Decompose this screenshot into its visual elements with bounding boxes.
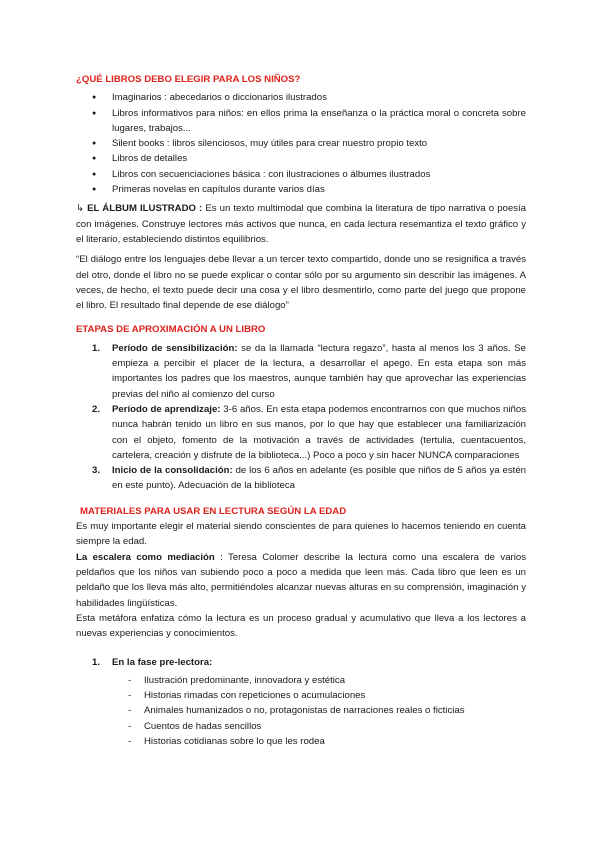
materials-intro: Es muy importante elegir el material siendo conscientes de para quienes lo hacemos teniendo en cuenta siempre la edad. [76,521,526,548]
list-item [92,655,526,670]
heading-materiales: MATERIALES PARA USAR EN LECTURA SEGÚN LA EDAD [80,505,347,517]
list-item: - Cuentos de hadas sencillos [144,719,526,734]
document-content [76,72,526,749]
list-item: - Animales humanizados o no, protagonistas de narraciones reales o ficticias [144,703,526,718]
quote-paragraph: “El diálogo entre los lenguajes debe llevar a un tercer texto compartido, donde uno se resignifica a través del otro, donde el libro no se puede explicar o contar sólo por su argumento sin describir las imágenes. A veces, de hecho, el texto puede decir una cosa y el libro desmentirlo, como parte del juego que propone el libro. El resultado final depende de ese diálogo” [76,254,526,312]
escalera-label: La escalera como mediación [76,551,215,563]
list-item: - Historias rimadas con repeticiones o acumulaciones [144,688,526,703]
list-item: - Historias cotidianas sobre lo que les rodea [144,734,526,749]
stage-text: de los 6 años en adelante (es posible que niños de 5 años ya estén en este punto). Adecuación de la biblioteca [112,465,526,492]
list-item: ● Silent books : libros silenciosos, muy útiles para crear nuestro propio texto [112,136,526,151]
stage-label: Período de aprendizaje: [112,403,221,415]
escalera-text: : Teresa Colomer describe la lectura como una escalera de varios peldaños que los niños van subiendo poco a poco a medida que leen más. Cada libro que leen es un peldaño que los lleva más alto, permitiéndoles alcanzar nuevas alturas en su comprensión, imaginación y habilidades lingüísticas. [76,551,526,609]
stage-number: 2. [92,403,101,415]
phase-items-list [76,673,526,749]
list-item [92,341,526,402]
list-item: ● Libros informativos para niños: en ellos prima la enseñanza o la práctica moral o concreta sobre lugares, trabajos... [112,106,526,137]
stages-list [76,341,526,494]
stage-label: Inicio de la consolidación: [112,465,233,477]
heading-libros: ¿QUÉ LIBROS DEBO ELEGIR PARA LOS NIÑOS? [76,74,301,85]
arrow-icon: ↳ [76,203,85,215]
album-paragraph [76,201,526,247]
stage-text: 3-6 años. En esta etapa podemos encontrarnos con que muchos niños nunca habrán tenido un libro en sus manos, por lo que hay que establecer una familiarización con el objeto, fomento de la motivación a través de actividades (tertulia, cuentacuentos, cartelera, creación y disfrute de la biblioteca...) Poco a poco y sin hacer NUNCA comparaciones [112,403,526,461]
stage-label: Período de sensibilización: [112,342,238,354]
phase-number: 1. [92,657,101,669]
stage-text: se da la llamada “lectura regazo”, hasta al menos los 3 años. Se empieza a percibir el placer de la lectura, a desarrollar el apego. En esta etapa son más importantes los padres que los maestros, aunque también hay que aprovechar las experiencias previas del niño al comienzo del curso [112,342,526,400]
metafora-paragraph: Esta metáfora enfatiza cómo la lectura es un proceso gradual y acumulativo que lleva a los lectores a nuevas experiencias y conocimientos. [76,612,526,640]
list-item: ● Imaginarios : abecedarios o diccionarios ilustrados [112,90,526,105]
phase-list [76,655,526,670]
list-item [92,402,526,463]
stage-number: 1. [92,342,101,354]
list-item: ● Libros de detalles [112,151,526,166]
list-item: - Ilustración predominante, innovadora y estética [144,673,526,688]
stage-number: 3. [92,465,101,477]
list-item: ● Primeras novelas en capítulos durante varios días [112,182,526,197]
escalera-paragraph [76,550,526,611]
list-item [92,463,526,494]
book-types-list [76,90,526,197]
album-text: Es un texto multimodal que combina la literatura de tipo narrativa o poesía con imágenes. Construye lectores más activos que nunca, en cada lectura resemantiza el texto gráfico y el literario, estableciendo distintos equilibrios. [76,203,527,245]
list-item: ● Libros con secuenciaciones básica : con ilustraciones o álbumes ilustrados [112,167,526,182]
phase-label: En la fase pre-lectora: [112,657,213,669]
heading-etapas: ETAPAS DE APROXIMACIÓN A UN LIBRO [76,324,266,336]
album-label: EL ÁLBUM ILUSTRADO : [87,203,203,215]
